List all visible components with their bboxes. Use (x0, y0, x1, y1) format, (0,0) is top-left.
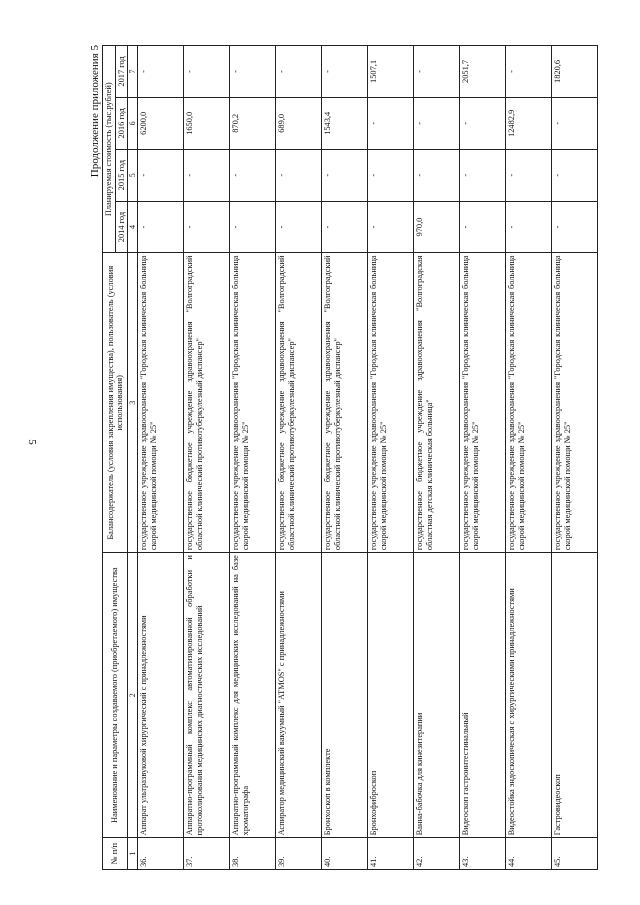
cell-holder: государственное учреждение здравоохранения "Городская клиническая больница скорой медицинской помощи № 25" (506, 253, 552, 553)
cell-name: Гастровидеоскоп (552, 553, 598, 838)
cell-name: Бронхоскоп в комплекте (322, 553, 368, 838)
cell-v2017: - (322, 46, 368, 98)
cell-v2015: - (322, 149, 368, 201)
cell-v2014: - (552, 201, 598, 253)
cell-v2016: 12482,9 (506, 97, 552, 149)
cell-v2015: - (506, 149, 552, 201)
cell-holder: государственное бюджетное учреждение здравоохранения "Волгоградский областной клинический противотуберкулезный диспансер" (276, 253, 322, 553)
cell-v2017: - (230, 46, 276, 98)
cell-num: 41. (368, 838, 414, 870)
cell-v2017: - (138, 46, 184, 98)
continuation-label: Продолжение приложения 5 (89, 45, 101, 178)
cell-name: Ванна-бабочка для кинезитерапии (414, 553, 460, 838)
cell-v2015: - (184, 149, 230, 201)
header-year-2017: 2017 год (115, 46, 128, 98)
cell-v2015: - (276, 149, 322, 201)
column-index: 2 (128, 553, 138, 838)
cell-name: Аппарат ультразвуковой хирургический с принадлежностями (138, 553, 184, 838)
cell-v2015: - (460, 149, 506, 201)
header-year-2016: 2016 год (115, 97, 128, 149)
cell-v2017: - (184, 46, 230, 98)
column-index: 4 (128, 201, 138, 253)
cell-v2014: - (138, 201, 184, 253)
cell-v2016: 1650,0 (184, 97, 230, 149)
header-num: № п/п (103, 838, 128, 870)
cell-v2014: - (230, 201, 276, 253)
cell-name: Аппаратно-программный комплекс автоматизированной обработки и протоколирования медицинских диагностических исследований (184, 553, 230, 838)
column-index: 5 (128, 149, 138, 201)
cell-v2016: 1543,4 (322, 97, 368, 149)
cell-holder: государственное бюджетное учреждение здравоохранения "Волгоградская областная детская клиническая больница" (414, 253, 460, 553)
cell-num: 42. (414, 838, 460, 870)
cell-num: 36. (138, 838, 184, 870)
cell-v2016: - (414, 97, 460, 149)
cell-holder: государственное учреждение здравоохранения "Городская клиническая больница скорой медицинской помощи № 25" (552, 253, 598, 553)
cell-v2015: - (138, 149, 184, 201)
cell-v2014: - (368, 201, 414, 253)
table-row (414, 46, 460, 870)
cell-holder: государственное учреждение здравоохранения "Городская клиническая больница скорой медицинской помощи № 25" (460, 253, 506, 553)
cell-num: 40. (322, 838, 368, 870)
cell-v2015: - (414, 149, 460, 201)
cell-v2017: - (506, 46, 552, 98)
cell-holder: государственное учреждение здравоохранения "Городская клиническая больница скорой медицинской помощи № 25" (230, 253, 276, 553)
cell-v2017: 1507,1 (368, 46, 414, 98)
table-row (322, 46, 368, 870)
cell-v2016: - (368, 97, 414, 149)
cell-v2014: - (460, 201, 506, 253)
column-index-row (128, 46, 138, 870)
table-row (368, 46, 414, 870)
table-row (552, 46, 598, 870)
cell-v2016: 870,2 (230, 97, 276, 149)
column-index: 1 (128, 838, 138, 870)
cell-v2016: - (460, 97, 506, 149)
cell-name: Видеостойка эндоскопическая с хирургическими принадлежностями (506, 553, 552, 838)
table-row (506, 46, 552, 870)
cell-v2015: - (368, 149, 414, 201)
cell-v2017: - (276, 46, 322, 98)
cell-v2014: - (506, 201, 552, 253)
cell-name: Аппаратно-программный комплекс для медицинских исследований на базе хроматографа (230, 553, 276, 838)
rotated-page-content (88, 45, 600, 870)
cell-holder: государственное бюджетное учреждение здравоохранения "Волгоградский областной клинический противотуберкулезный диспансер" (322, 253, 368, 553)
header-planned-cost: Планируемая стоимость (тыс.рублей) (103, 46, 116, 253)
cell-v2017: 2051,7 (460, 46, 506, 98)
table-row (460, 46, 506, 870)
cell-v2017: 1820,6 (552, 46, 598, 98)
cell-holder: государственное учреждение здравоохранения "Городская клиническая больница скорой медицинской помощи № 25" (368, 253, 414, 553)
cell-v2014: - (276, 201, 322, 253)
cell-name: Видеоскоп гастроинтестинальный (460, 553, 506, 838)
cell-num: 44. (506, 838, 552, 870)
cell-v2016: 689,0 (276, 97, 322, 149)
column-index: 6 (128, 97, 138, 149)
cell-v2014: - (184, 201, 230, 253)
column-index: 3 (128, 253, 138, 553)
cell-v2015: - (552, 149, 598, 201)
header-holder: Балансодержатель (условия закрепления имущества), пользователь (условия использования) (103, 253, 128, 553)
cell-holder: государственное бюджетное учреждение здравоохранения "Волгоградский областной клинический противотуберкулезный диспансер" (184, 253, 230, 553)
cell-holder: государственное учреждение здравоохранения "Городская клиническая больница скорой медицинской помощи № 25" (138, 253, 184, 553)
column-index: 7 (128, 46, 138, 98)
property-table (102, 45, 598, 870)
header-year-2015: 2015 год (115, 149, 128, 201)
cell-num: 39. (276, 838, 322, 870)
cell-name: Аспиратор медицинский вакуумный "ATMOS" с принадлежностями (276, 553, 322, 838)
cell-num: 38. (230, 838, 276, 870)
cell-v2015: - (230, 149, 276, 201)
table-row (230, 46, 276, 870)
cell-v2016: - (552, 97, 598, 149)
table-row (138, 46, 184, 870)
cell-v2014: 970,0 (414, 201, 460, 253)
table-row (276, 46, 322, 870)
cell-v2017: - (414, 46, 460, 98)
cell-num: 37. (184, 838, 230, 870)
cell-num: 45. (552, 838, 598, 870)
table-row (184, 46, 230, 870)
page-number: 5 (26, 439, 38, 445)
header-name: Наименование и параметры создаваемого (приобретаемого) имущества (103, 553, 128, 838)
header-year-2014: 2014 год (115, 201, 128, 253)
cell-v2014: - (322, 201, 368, 253)
cell-num: 43. (460, 838, 506, 870)
cell-v2016: 6200,0 (138, 97, 184, 149)
cell-name: Бронхофиброскоп (368, 553, 414, 838)
